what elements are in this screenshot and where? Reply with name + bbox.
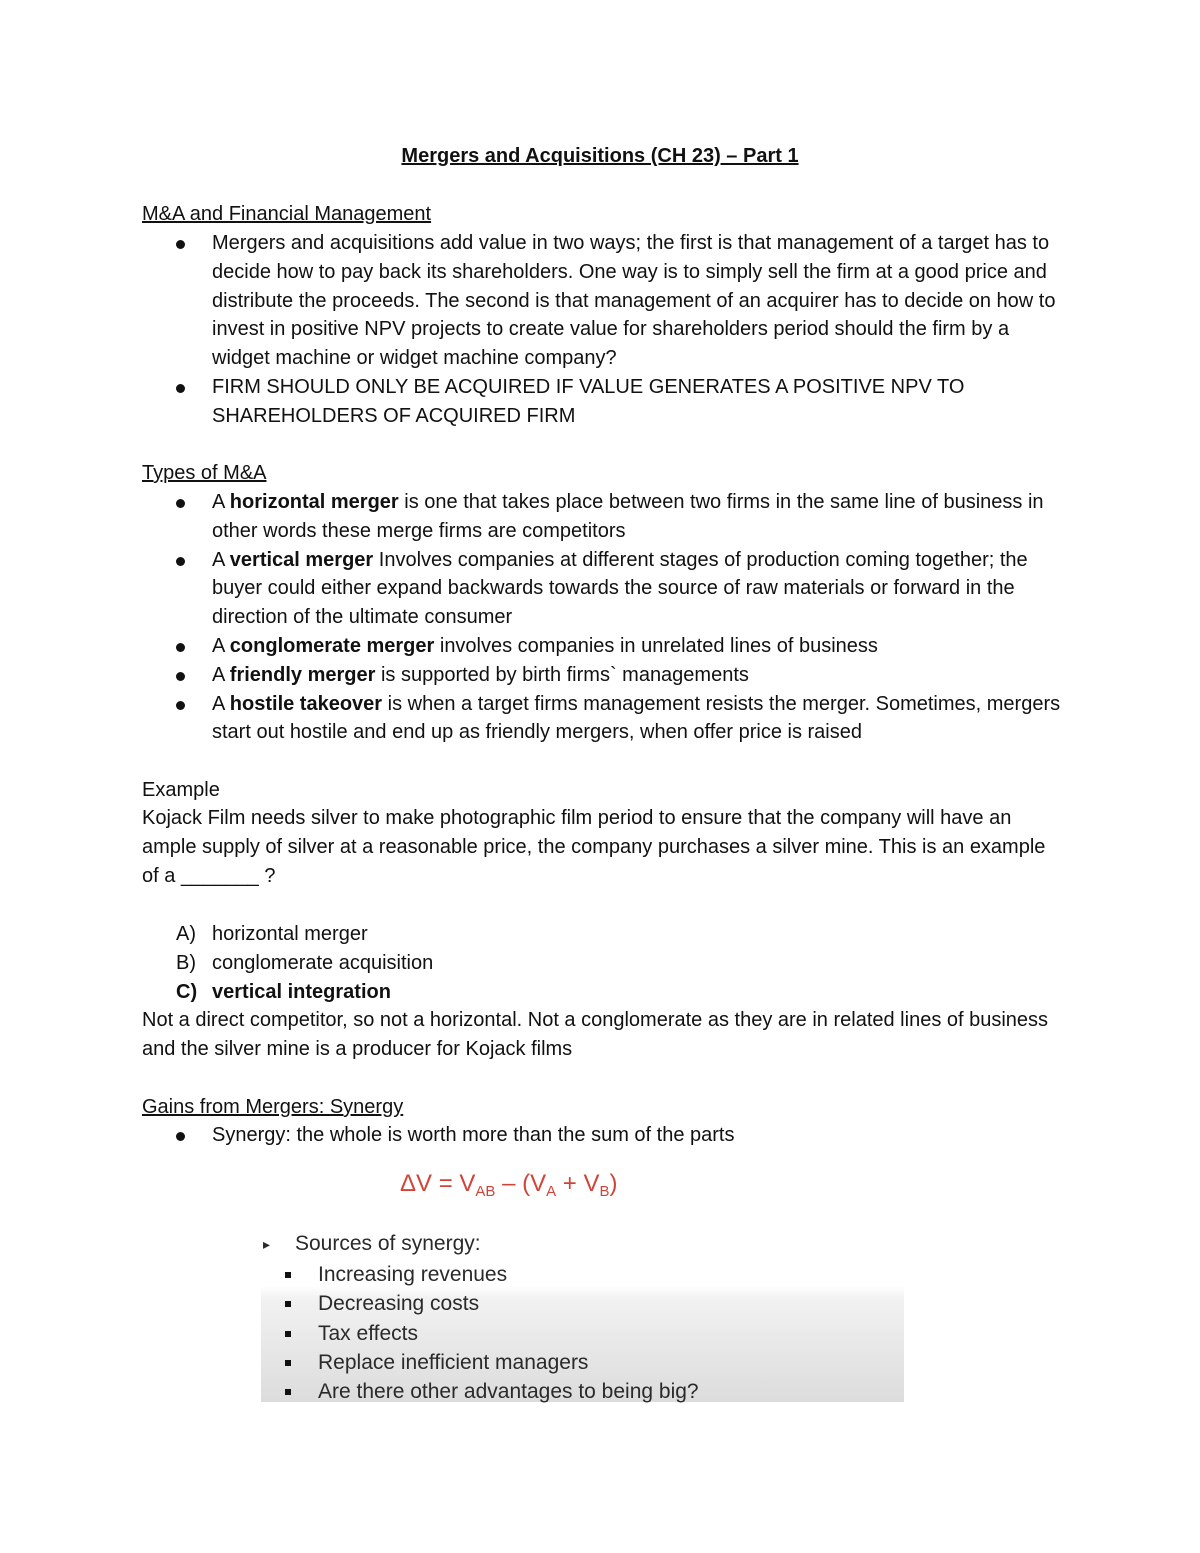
square-bullet-icon: [285, 1389, 291, 1395]
bullet-icon: [176, 557, 185, 566]
synergy-formula: $\Delta V = V_{AB} - (V_A + V_B)$: [400, 1170, 618, 1200]
square-bullet-icon: [285, 1272, 291, 1278]
sources-heading: ▸ Sources of synergy:: [295, 1230, 481, 1259]
list-item: Increasing revenues: [285, 1260, 699, 1289]
bullet-icon: [176, 672, 185, 681]
choice-b: B) conglomerate acquisition: [176, 951, 434, 974]
square-bullet-icon: [285, 1360, 291, 1366]
square-bullet-icon: [285, 1331, 291, 1337]
list-item: Tax effects: [285, 1319, 699, 1348]
list-item: FIRM SHOULD ONLY BE ACQUIRED IF VALUE GENERATES A POSITIVE NPV TO SHAREHOLDERS OF ACQUIRED FIRM: [142, 373, 1062, 431]
section1-bullet-list: [142, 229, 1062, 431]
bullet-icon: [176, 701, 185, 710]
answer-choices: [142, 920, 433, 1006]
sources-list: [285, 1260, 699, 1406]
bullet-icon: [176, 240, 185, 249]
types-bullet-list: [142, 488, 1062, 747]
synergy-bullet-list: [142, 1121, 1062, 1150]
list-item: A friendly merger is supported by birth firms` managements: [142, 661, 1062, 690]
term-conglomerate-merger: conglomerate merger: [229, 634, 435, 657]
term-hostile-takeover: hostile takeover: [229, 692, 383, 715]
bullet-icon: [176, 1132, 185, 1141]
list-item: A vertical merger Involves companies at different stages of production coming together; the buyer could either expand backwards towards the source of raw materials or forward in the direction of the ultimate consumer: [142, 546, 1062, 632]
section-heading-ma-financial: M&A and Financial Management: [142, 203, 432, 225]
bullet-icon: [176, 643, 185, 652]
term-vertical-merger: vertical merger: [229, 548, 374, 571]
synergy-sources-slide: [261, 1228, 904, 1402]
list-item: A hostile takeover is when a target firms management resists the merger. Sometimes, mergers start out hostile and end up as friendly mergers, when offer price is raised: [142, 690, 1062, 748]
example-question: Kojack Film needs silver to make photographic film period to ensure that the company will have an ample supply of silver at a reasonable price, the company purchases a silver mine. This is an example of a _______ ?: [142, 807, 1046, 887]
choice-a: A) horizontal merger: [176, 923, 368, 945]
list-item: A conglomerate merger involves companies in unrelated lines of business: [142, 632, 1062, 661]
choice-c-correct: C) vertical integration: [176, 980, 391, 1003]
page-title: Mergers and Acquisitions (CH 23) – Part 1: [401, 145, 799, 167]
list-item: Decreasing costs: [285, 1289, 699, 1318]
list-item: Are there other advantages to being big?: [285, 1377, 699, 1406]
bullet-icon: [176, 384, 185, 393]
list-item: Mergers and acquisitions add value in two ways; the first is that management of a target has to decide how to pay back its shareholders. One way is to simply sell the firm at a good price and distribute the proceeds. The second is that management of an acquirer has to decide on how to invest in positive NPV projects to create value for shareholders period should the firm by a widget machine or widget machine company?: [142, 229, 1062, 373]
list-item: Synergy: the whole is worth more than the sum of the parts: [142, 1121, 1062, 1150]
square-bullet-icon: [285, 1301, 291, 1307]
example-explanation: Not a direct competitor, so not a horizontal. Not a conglomerate as they are in related lines of business and the silver mine is a producer for Kojack films: [142, 1009, 1049, 1060]
example-heading: Example: [142, 779, 220, 801]
list-item: A horizontal merger is one that takes place between two firms in the same line of business in other words these merge firms are competitors: [142, 488, 1062, 546]
slide-bullet-icon: ▸: [263, 1236, 271, 1252]
term-friendly-merger: friendly merger: [229, 663, 376, 686]
section-heading-types: Types of M&A: [142, 462, 267, 484]
term-horizontal-merger: horizontal merger: [229, 491, 399, 513]
list-item: Replace inefficient managers: [285, 1348, 699, 1377]
bullet-icon: [176, 499, 185, 508]
section-heading-synergy: Gains from Mergers: Synergy: [142, 1096, 404, 1118]
